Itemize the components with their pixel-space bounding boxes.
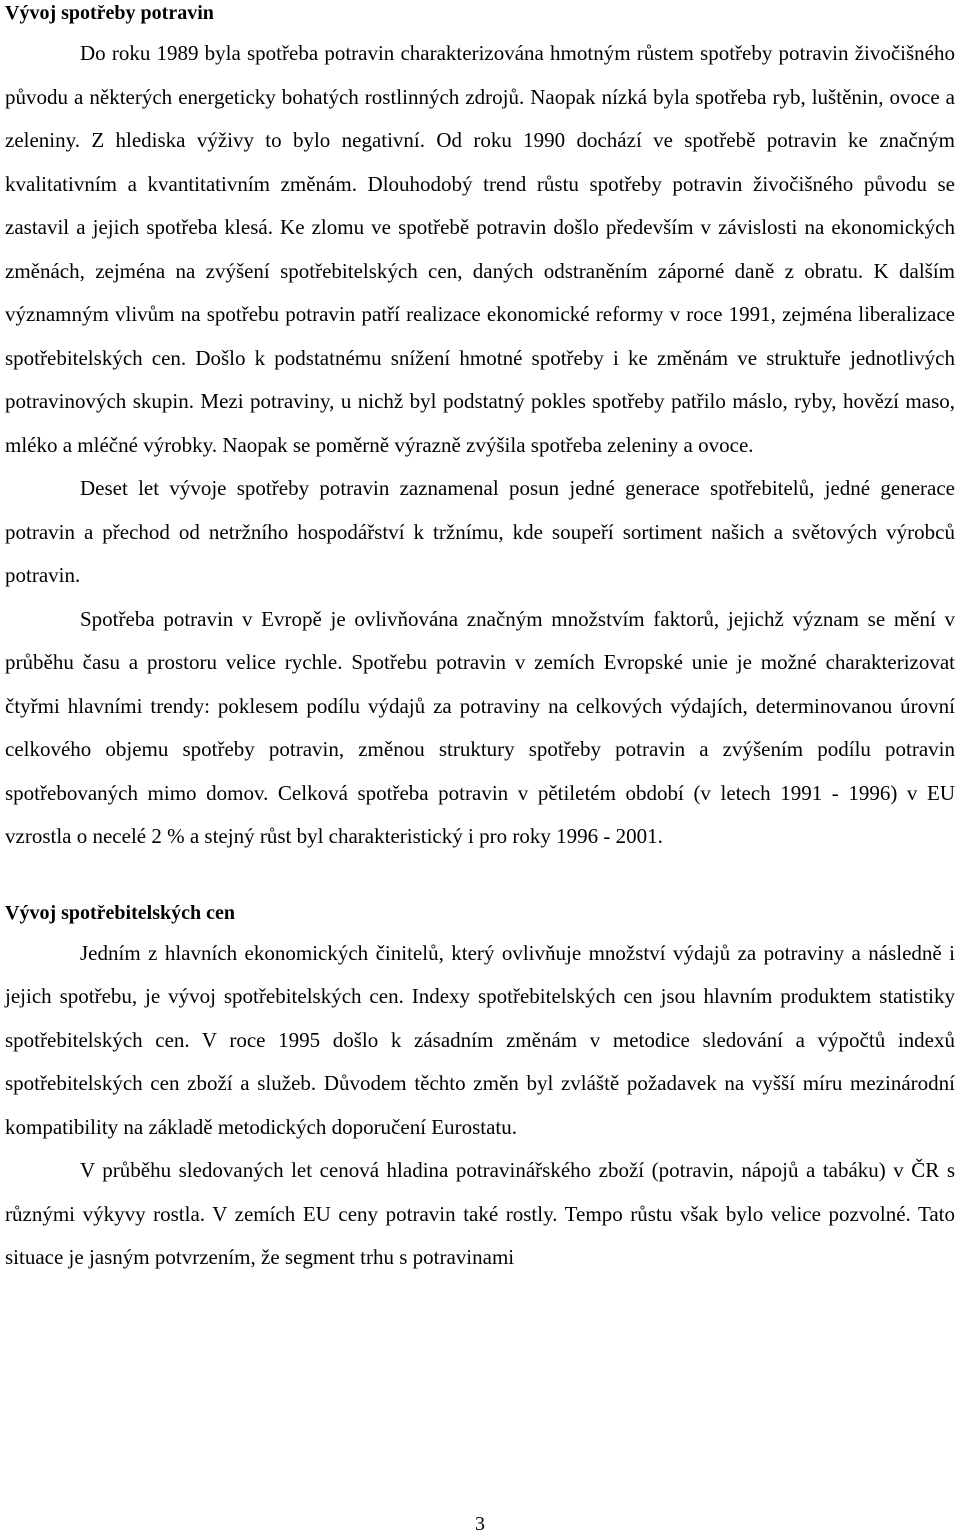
paragraph: Do roku 1989 byla spotřeba potravin charakterizována hmotným růstem spotřeby potravin živočišného původu a některých energeticky bohatých rostlinných zdrojů. Naopak nízká byla spotřeba ryb, luštěnin, ovoce a zeleniny. Z hlediska výživy to bylo negativní. Od roku 1990 dochází ve spotřebě potravin ke značným kvalitativním a kvantitativním změnám. Dlouhodobý trend růstu spotřeby potravin živočišného původu se zastavil a jejich spotřeba klesá. Ke zlomu ve spotřebě potravin došlo především v závislosti na ekonomických změnách, zejména na zvýšení spotřebitelských cen, daných odstraněním záporné daně z obratu. K dalším významným vlivům na spotřebu potravin patří realizace ekonomické reformy v roce 1991, zejména liberalizace spotřebitelských cen. Došlo k podstatnému snížení hmotné spotřeby i ke změnám ve struktuře jednotlivých potravinových skupin. Mezi potraviny, u nichž byl podstatný pokles spotřeby patřilo máslo, ryby, hovězí maso, mléko a mléčné výrobky. Naopak se poměrně výrazně zvýšila spotřeba zeleniny a ovoce.: [5, 41, 955, 457]
section-heading-food-consumption: Vývoj spotřeby potravin: [5, 2, 214, 24]
page-number: 3: [475, 1513, 485, 1535]
paragraph: Spotřeba potravin v Evropě je ovlivňována značným množstvím faktorů, jejichž význam se mění v průběhu času a prostoru velice rychle. Spotřebu potravin v zemích Evropské unie je možné charakterizovat čtyřmi hlavními trendy: poklesem podílu výdajů za potraviny na celkových výdajích, determinovanou úrovní celkového objemu spotřeby potravin, změnou struktury spotřeby potravin a zvýšením podílu potravin spotřebovaných mimo domov. Celková spotřeba potravin v pětiletém období (v letech 1991 - 1996) v EU vzrostla o necelé 2 % a stejný růst byl charakteristický i pro roky 1996 - 2001.: [5, 606, 955, 848]
paragraph: Deset let vývoje spotřeby potravin zaznamenal posun jedné generace spotřebitelů, jedné generace potravin a přechod od netržního hospodářství k tržnímu, kde soupeří sortiment našich a světových výrobců potravin.: [5, 476, 955, 587]
section-heading-consumer-prices: Vývoj spotřebitelských cen: [5, 901, 235, 924]
paragraph: Jedním z hlavních ekonomických činitelů, který ovlivňuje množství výdajů za potraviny a následně i jejich spotřebu, je vývoj spotřebitelských cen. Indexy spotřebitelských cen jsou hlavním produktem statistiky spotřebitelských cen. V roce 1995 došlo k zásadním změnám v metodice sledování a výpočtů indexů spotřebitelských cen zboží a služeb. Důvodem těchto změn byl zvláště požadavek na vyšší míru mezinárodní kompatibility na základě metodických doporučení Eurostatu.: [5, 940, 955, 1139]
paragraph: V průběhu sledovaných let cenová hladina potravinářského zboží (potravin, nápojů a tabáku) v ČR s různými výkyvy rostla. V zemích EU ceny potravin také rostly. Tempo růstu však bylo velice pozvolné. Tato situace je jasným potvrzením, že segment trhu s potravinami: [5, 1158, 955, 1269]
document-page: [5, 0, 955, 1280]
